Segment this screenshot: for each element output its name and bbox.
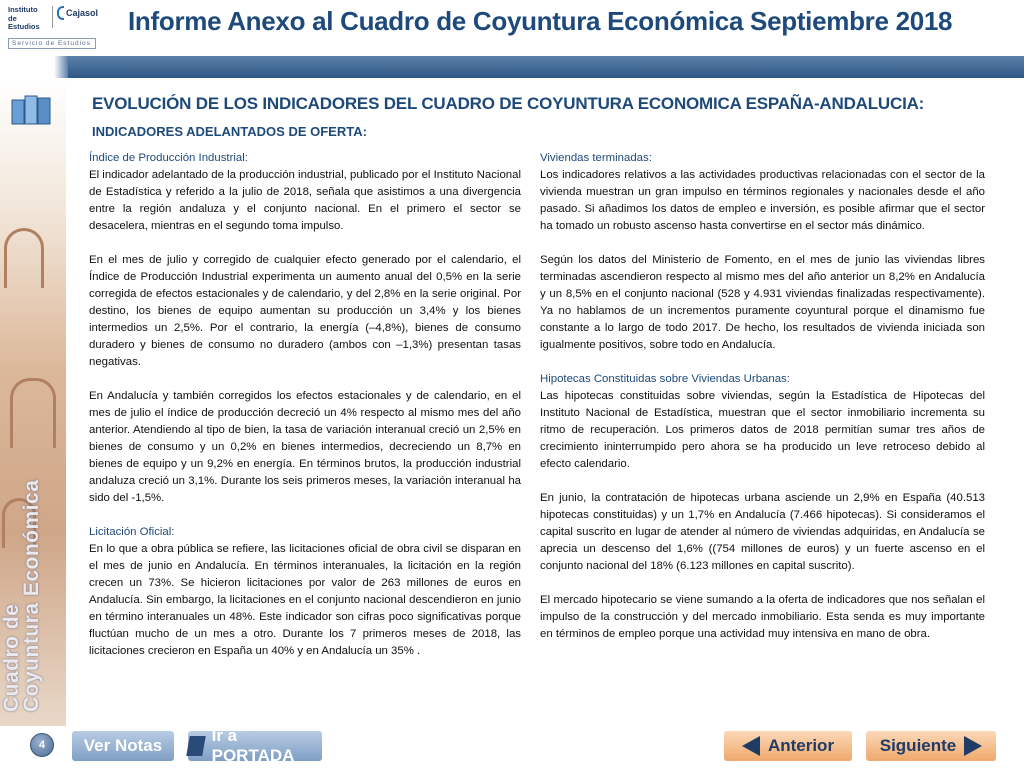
- sidebar-label-line1: Cuadro de: [0, 603, 23, 712]
- logo-institute-text: [8, 6, 48, 32]
- ipi-title: Índice de Producción Industrial:: [89, 152, 248, 164]
- right-column: [540, 150, 985, 643]
- section-subheading: INDICADORES ADELANTADOS DE OFERTA:: [92, 124, 367, 139]
- page-number-badge: 4: [30, 733, 54, 757]
- logo-line1: Instituto: [8, 5, 38, 14]
- hipotecas-paragraph-1: Las hipotecas constituidas sobre viviendas, según la Estadística de Hipotecas del Instituto Nacional de Estadística, muestran que el sector inmobiliario incrementa su ritmo de recuperación. Los primeros datos de 2018 permitían sumar tres años de crecimiento ininterrumpido pero ahora se ha producido un leve retroceso debido al efecto calendario.: [540, 390, 985, 470]
- header-band: [0, 56, 1024, 78]
- header-band-fade: [54, 56, 68, 78]
- licitacion-title: Licitación Oficial:: [89, 526, 175, 538]
- sidebar-arch-decoration: [4, 228, 44, 288]
- arrow-right-icon: [964, 736, 982, 756]
- spacer: [89, 507, 521, 524]
- siguiente-label: Siguiente: [879, 736, 957, 755]
- spacer: [540, 354, 985, 371]
- page-title: Informe Anexo al Cuadro de Coyuntura Económica Septiembre 2018: [128, 6, 953, 36]
- siguiente-button[interactable]: [866, 731, 996, 761]
- ir-a-portada-button[interactable]: [188, 726, 322, 765]
- anterior-label: Anterior: [767, 736, 835, 755]
- books-icon: [10, 92, 54, 128]
- logo-separator: [52, 6, 53, 28]
- hipotecas-paragraph-3: El mercado hipotecario se viene sumando a la oferta de indicadores que nos señalan el impulso de la construcción y del mercado inmobiliario. Esta senda es muy importante en términos de empleo porque una actividad muy intensiva en mano de obra.: [540, 594, 985, 640]
- left-column: [89, 150, 521, 660]
- spacer: [89, 371, 521, 388]
- hipotecas-title: Hipotecas Constituidas sobre Viviendas Urbanas:: [540, 373, 790, 385]
- spacer: [540, 473, 985, 490]
- arrow-left-icon: [742, 736, 760, 756]
- sidebar-label-line2: Coyuntura Económica: [20, 479, 43, 712]
- ipi-paragraph-2: En el mes de julio y corregido de cualquier efecto generado por el calendario, el Índice de Producción Industrial experimenta un aumento anual del 0,5% en la serie corregida de efectos estacionales y de calendario, y del 2,8% en la serie original. Por destino, los bienes de equipo aumentan su producción un 3,4% y los bienes intermedios un 2,5%. Por el contrario, la energía (–4,8%), bienes de consumo duradero y bienes de consumo no duradero (ambos con –1,3%) presentan tasas negativas.: [89, 254, 521, 368]
- spacer: [89, 235, 521, 252]
- sidebar-vertical-label: [2, 480, 42, 712]
- cajasol-label: Cajasol: [65, 8, 98, 18]
- hipotecas-paragraph-2: En junio, la contratación de hipotecas urbana asciende un 2,9% en España (40.513 hipotecas constituidas) y un 1,7% en Andalucía (7.466 hipotecas). Si consideramos el capital suscrito en lugar de atender al número de viviendas adquiridas, en Andalucía se aprecia un descenso del 1,6% ((754 millones de euros) y un fuerte ascenso en el conjunto nacional del 18% (6.123 millones en capital suscrito).: [540, 492, 985, 572]
- ipi-paragraph-3: En Andalucía y también corregidos los efectos estacionales y de calendario, en el mes de julio el índice de producción decreció un 4% respecto al mismo mes del año anterior. Atendiendo al tipo de bien, la tasa de variación interanual creció un 2,5% en bienes de consumo y un 0,2% en bienes intermedios, decreciendo un 8,7% en bienes de equipo y un 9,2% en energía. En términos brutos, la producción industrial andaluza creció un 3,1%. Durante los seis primeros meses, la variación interanual ha sido del -1,5%.: [89, 390, 521, 504]
- spacer: [540, 235, 985, 252]
- institute-logo: [8, 6, 98, 50]
- viviendas-paragraph-1: Los indicadores relativos a las actividades productivas relacionadas con el sector de la vivienda muestran un gran impulso en términos regionales y nacionales desde el año pasado. Si añadimos los datos de empleo e inversión, es posible afirmar que el sector ha tomado un robusto ascenso hasta convertirse en el sector más dinámico.: [540, 169, 985, 232]
- book-icon: [186, 736, 205, 756]
- viviendas-title: Viviendas terminadas:: [540, 152, 652, 164]
- section-heading: EVOLUCIÓN DE LOS INDICADORES DEL CUADRO DE COYUNTURA ECONOMICA ESPAÑA-ANDALUCIA:: [92, 94, 925, 113]
- ver-notas-label: Ver Notas: [83, 736, 163, 755]
- sidebar-arch-decoration: [10, 378, 56, 448]
- viviendas-paragraph-2: Según los datos del Ministerio de Fomento, en el mes de junio las viviendas libres terminadas ascendieron respecto al mismo mes del año anterior un 8,2% en Andalucía y un 8,5% en el conjunto nacional (528 y 4.931 viviendas finalizadas respectivamente). Ya no hablamos de un incrementos puramente coyuntural porque el dinamismo fue constante a lo largo de todo 2017. De hecho, los resultados de vivienda iniciada son igualmente positivos, sobre todo en Andalucía.: [540, 254, 985, 351]
- ir-a-portada-label: Ir a PORTADA: [211, 726, 295, 765]
- logo-service-label: Servicio de Estudios: [8, 38, 96, 49]
- licitacion-paragraph-1: En lo que a obra pública se refiere, las licitaciones oficial de obra civil se disparan en el mes de junio en Andalucía. En términos interanuales, la licitación en la región crecen un 73%. Se hicieron licitaciones por valor de 263 millones de euros en Andalucía. Sin embargo, la licitaciones en el conjunto nacional descendieron en junio en término interanuales un 48%. Este indicador son cifras poco significativas porque fluctúan mucho de un mes a otro. Durante los 7 primeros meses de 2018, las licitaciones crecieron en España un 40% y en Andalucía un 35% .: [89, 543, 521, 657]
- ver-notas-button[interactable]: [72, 731, 174, 761]
- spacer: [540, 575, 985, 592]
- anterior-button[interactable]: [724, 731, 852, 761]
- cajasol-brand: [57, 6, 98, 20]
- ipi-paragraph-1: El indicador adelantado de la producción industrial, publicado por el Instituto Nacional de Estadística y referido a la julio de 2018, señala que asistimos a una divergencia entre la región andaluza y el conjunto nacional. En el primero el sector se desacelera, mientras en el segundo toma impulso.: [89, 169, 521, 232]
- cajasol-mark-icon: [57, 6, 64, 20]
- logo-line2: de Estudios: [8, 13, 40, 31]
- header-band-gap: [0, 56, 54, 78]
